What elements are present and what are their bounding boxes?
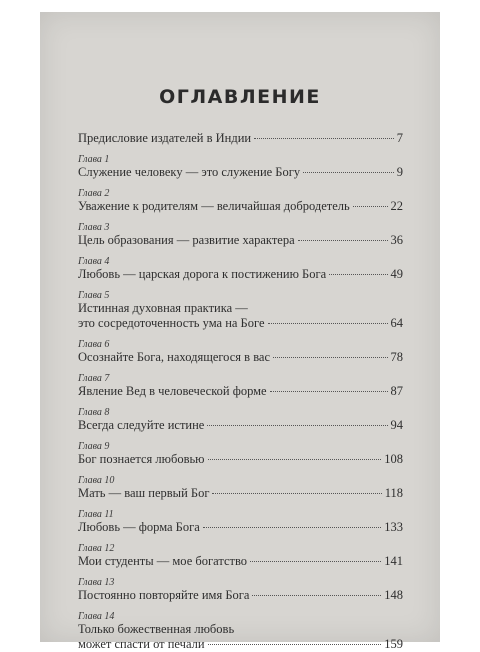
entry-gap bbox=[78, 146, 403, 154]
toc-entry bbox=[78, 339, 403, 373]
dot-leader bbox=[203, 527, 381, 528]
toc-line bbox=[78, 165, 403, 180]
chapter-label: Глава 9 bbox=[78, 441, 110, 452]
entry-title: может спасти от печали bbox=[78, 637, 205, 651]
chapter-label: Глава 13 bbox=[78, 577, 115, 588]
toc-entry bbox=[78, 407, 403, 441]
toc-line bbox=[78, 486, 403, 501]
toc-entry bbox=[78, 154, 403, 188]
toc-line bbox=[78, 233, 403, 248]
toc-entry bbox=[78, 509, 403, 543]
toc-line bbox=[78, 418, 403, 433]
chapter-label: Глава 2 bbox=[78, 188, 110, 199]
page-number: 22 bbox=[390, 199, 403, 213]
entry-gap bbox=[78, 282, 403, 290]
entry-title: Любовь — форма Бога bbox=[78, 520, 200, 534]
dot-leader bbox=[268, 323, 388, 324]
page-number: 36 bbox=[390, 233, 403, 247]
dot-leader bbox=[273, 357, 387, 358]
toc-entry bbox=[78, 373, 403, 407]
page-number: 141 bbox=[384, 554, 403, 568]
chapter-label: Глава 4 bbox=[78, 256, 110, 267]
page-number: 87 bbox=[390, 384, 403, 398]
toc-line bbox=[78, 350, 403, 365]
entry-gap bbox=[78, 365, 403, 373]
chapter-label: Глава 12 bbox=[78, 543, 115, 554]
toc-entry bbox=[78, 611, 403, 652]
toc-line bbox=[78, 554, 403, 569]
dot-leader bbox=[353, 206, 388, 207]
dot-leader bbox=[298, 240, 388, 241]
chapter-label: Глава 6 bbox=[78, 339, 110, 350]
entry-title: Предисловие издателей в Индии bbox=[78, 131, 252, 145]
page-number: 118 bbox=[384, 486, 403, 500]
toc-entry bbox=[78, 577, 403, 611]
page-title: ОГЛАВЛЕНИЕ bbox=[159, 86, 321, 108]
entry-gap bbox=[78, 467, 403, 475]
toc-line bbox=[78, 588, 403, 603]
chapter-label: Глава 3 bbox=[78, 222, 110, 233]
toc-entry bbox=[78, 441, 403, 475]
entry-title: Любовь — царская дорога к постижению Бога bbox=[78, 267, 327, 281]
chapter-label: Глава 10 bbox=[78, 475, 115, 486]
dot-leader bbox=[329, 274, 387, 275]
dot-leader bbox=[252, 595, 381, 596]
entry-title: Истинная духовная практика — bbox=[78, 301, 248, 315]
chapter-label: Глава 11 bbox=[78, 509, 114, 520]
toc-line bbox=[78, 267, 403, 282]
entry-gap bbox=[78, 433, 403, 441]
entry-title: Всегда следуйте истине bbox=[78, 418, 205, 432]
entry-title: Служение человеку — это служение Богу bbox=[78, 165, 301, 179]
chapter-label: Глава 1 bbox=[78, 154, 110, 165]
toc-entry bbox=[78, 475, 403, 509]
table-of-contents bbox=[78, 131, 403, 652]
entry-title: Мать — ваш первый Бог bbox=[78, 486, 210, 500]
toc-line bbox=[78, 199, 403, 214]
entry-title: Только божественная любовь bbox=[78, 622, 235, 636]
chapter-label: Глава 5 bbox=[78, 290, 110, 301]
page-number: 94 bbox=[390, 418, 403, 432]
entry-title: это сосредоточенность ума на Боге bbox=[78, 316, 265, 330]
entry-title: Мои студенты — мое богатство bbox=[78, 554, 248, 568]
entry-title: Постоянно повторяйте имя Бога bbox=[78, 588, 250, 602]
book-page bbox=[40, 12, 440, 651]
entry-gap bbox=[78, 603, 403, 611]
dot-leader bbox=[254, 138, 394, 139]
toc-entry bbox=[78, 543, 403, 577]
toc-entry bbox=[78, 188, 403, 222]
page-number: 78 bbox=[390, 350, 403, 364]
toc-entry bbox=[78, 256, 403, 290]
toc-line bbox=[78, 520, 403, 535]
dot-leader bbox=[208, 459, 382, 460]
entry-title: Цель образования — развитие характера bbox=[78, 233, 295, 247]
page-number: 148 bbox=[384, 588, 403, 602]
page-number: 64 bbox=[390, 316, 403, 330]
toc-line bbox=[78, 131, 403, 146]
chapter-label: Глава 7 bbox=[78, 373, 110, 384]
toc-line bbox=[78, 452, 403, 467]
page-number: 159 bbox=[384, 637, 403, 651]
dot-leader bbox=[250, 561, 381, 562]
entry-title: Явление Вед в человеческой форме bbox=[78, 384, 267, 398]
toc-entry bbox=[78, 222, 403, 256]
dot-leader bbox=[208, 644, 382, 645]
chapter-label: Глава 14 bbox=[78, 611, 115, 622]
page-number: 108 bbox=[384, 452, 403, 466]
toc-line-continued bbox=[78, 301, 403, 316]
entry-gap bbox=[78, 331, 403, 339]
entry-gap bbox=[78, 569, 403, 577]
toc-entry bbox=[78, 290, 403, 339]
dot-leader bbox=[207, 425, 387, 426]
entry-gap bbox=[78, 501, 403, 509]
page-number: 7 bbox=[396, 131, 403, 145]
page-number: 9 bbox=[396, 165, 403, 179]
entry-gap bbox=[78, 399, 403, 407]
entry-gap bbox=[78, 214, 403, 222]
chapter-label: Глава 8 bbox=[78, 407, 110, 418]
dot-leader bbox=[270, 391, 388, 392]
entry-gap bbox=[78, 535, 403, 543]
toc-line bbox=[78, 384, 403, 399]
toc-entry bbox=[78, 131, 403, 154]
dot-leader bbox=[212, 493, 381, 494]
toc-line bbox=[78, 316, 403, 331]
entry-gap bbox=[78, 248, 403, 256]
dot-leader bbox=[303, 172, 394, 173]
entry-title: Бог познается любовью bbox=[78, 452, 205, 466]
page-number: 133 bbox=[384, 520, 403, 534]
toc-line-continued bbox=[78, 622, 403, 637]
entry-title: Уважение к родителям — величайшая добродетель bbox=[78, 199, 350, 213]
entry-gap bbox=[78, 180, 403, 188]
entry-title: Осознайте Бога, находящегося в вас bbox=[78, 350, 271, 364]
page-number: 49 bbox=[390, 267, 403, 281]
